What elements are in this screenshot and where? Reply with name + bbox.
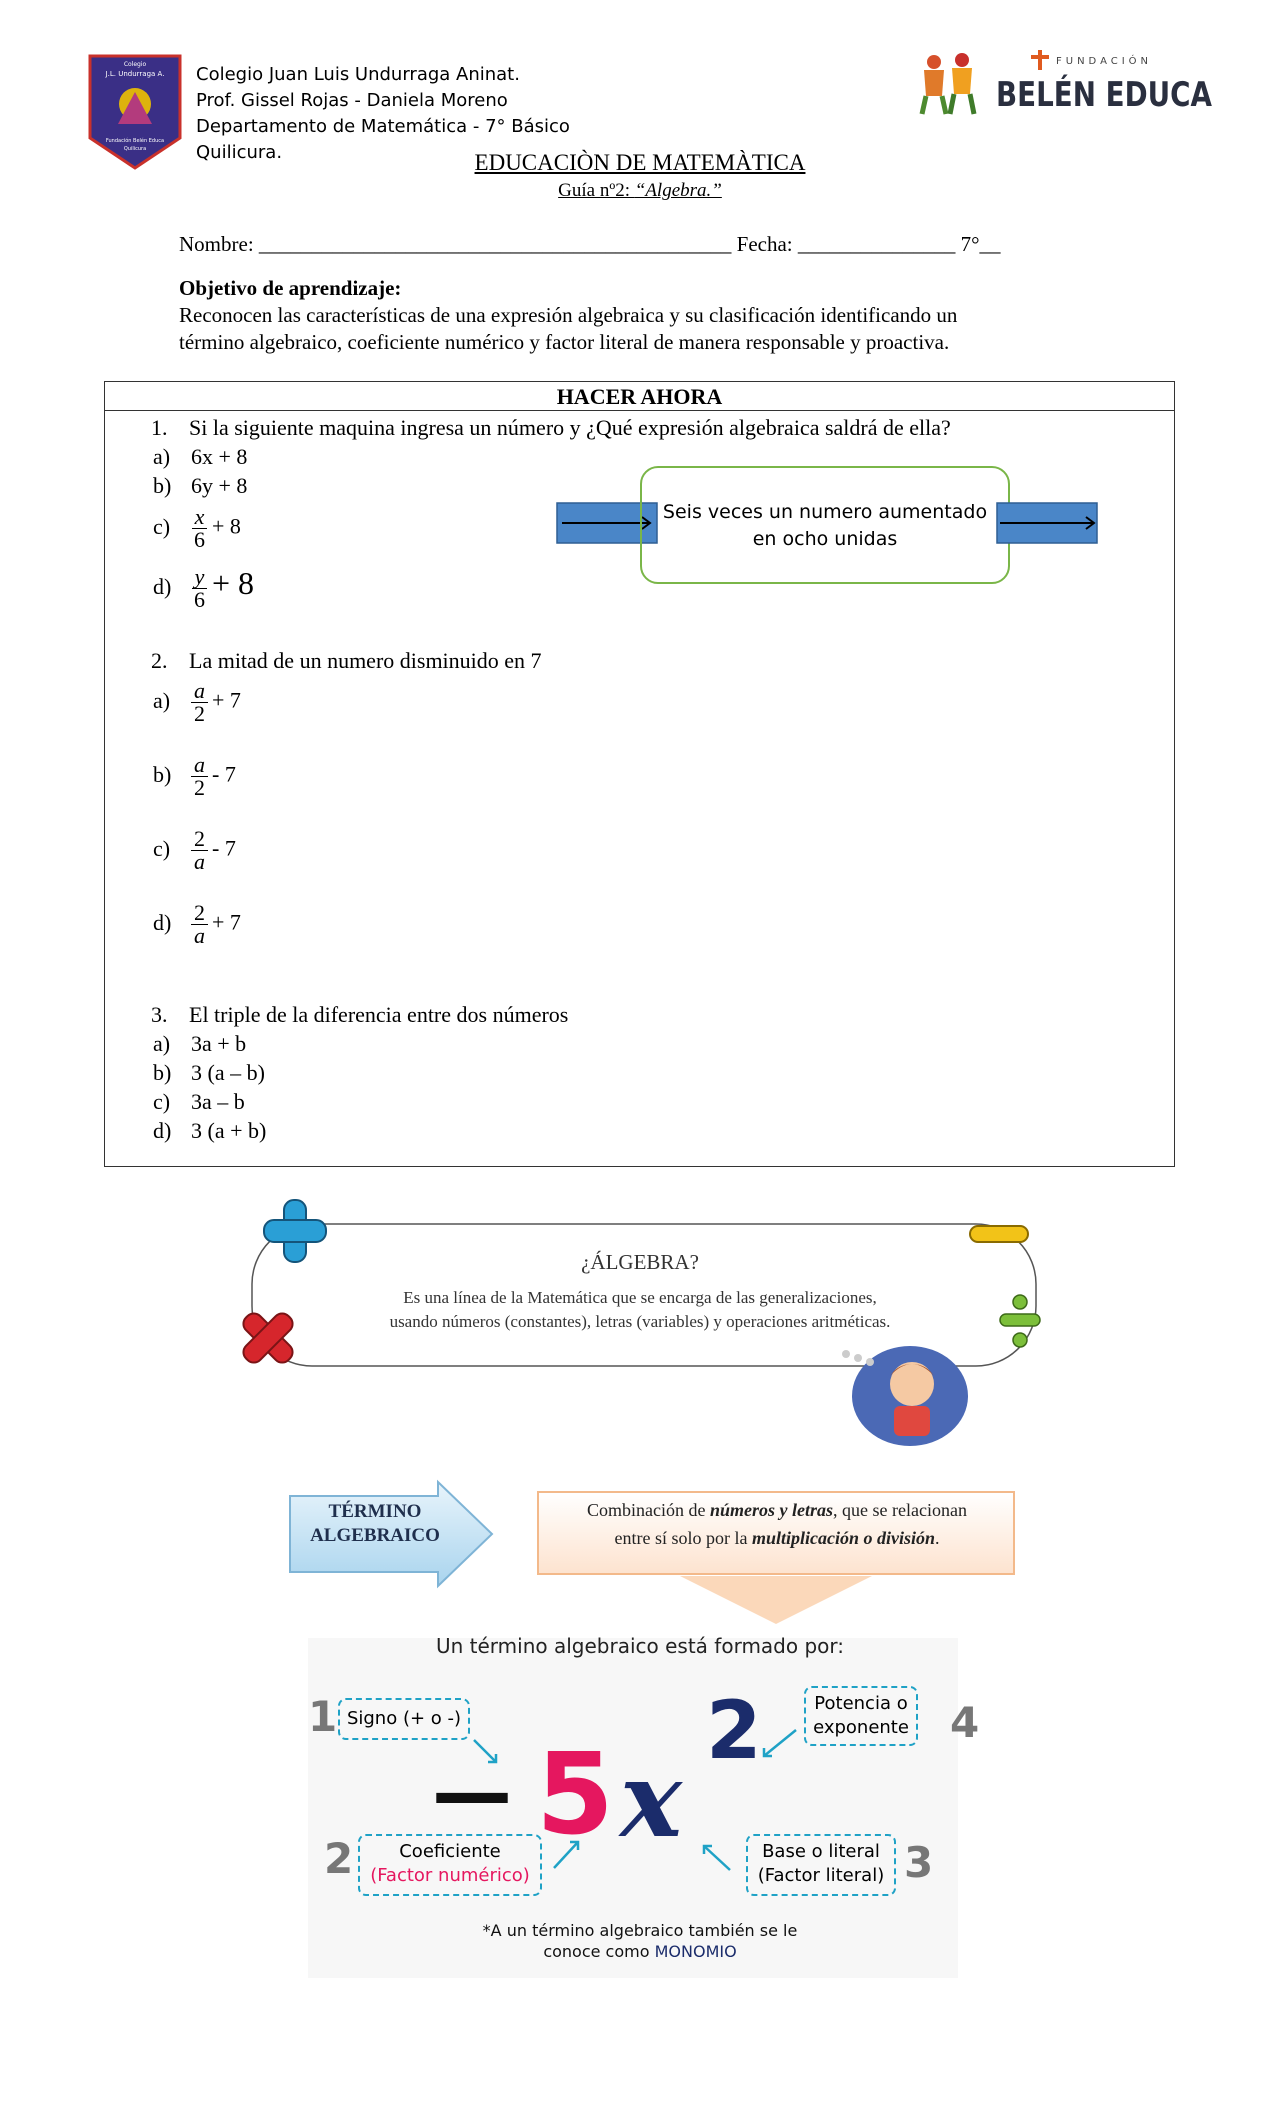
q3-option-b[interactable] [153, 1060, 265, 1086]
denominator: a [194, 923, 205, 948]
option-text: + 8 [212, 565, 255, 601]
question-number: 1. [151, 415, 168, 440]
guide-topic: “Algebra.” [634, 180, 722, 201]
option-label: c) [153, 835, 171, 861]
denominator: a [194, 849, 205, 874]
option-text: - 7 [212, 761, 236, 787]
belen-educa-logo [916, 48, 1261, 118]
power-label-box [804, 1686, 918, 1746]
option-text: 3 (a + b) [191, 1118, 267, 1143]
question-text: La mitad de un numero disminuido en 7 [189, 648, 542, 673]
q3-option-a[interactable] [153, 1031, 246, 1057]
numerator: y [192, 566, 208, 589]
algebra-question: ¿ÁLGEBRA? [581, 1250, 699, 1274]
option-text: 3 (a – b) [191, 1060, 265, 1085]
output-arrow-icon [996, 502, 1100, 546]
q2-option-c[interactable] [153, 828, 236, 873]
q2-option-b[interactable] [153, 754, 236, 799]
department: Departamento de Matemática - 7° Básico [196, 116, 570, 137]
footnote-line [0, 1941, 1280, 1962]
svg-text:Colegio: Colegio [123, 61, 147, 68]
machine-text: Seis veces un numero aumentado [662, 501, 988, 523]
example-coefficient: 5 [536, 1730, 614, 1860]
sign-label: Signo (+ o -) [346, 1708, 462, 1729]
school-name: Colegio Juan Luis Undurraga Aninat. [196, 64, 520, 85]
option-text: 6x + 8 [191, 444, 248, 469]
do-now-header: HACER AHORA [105, 382, 1174, 411]
student-info-line [179, 232, 1001, 257]
logo-small-text: FUNDACIÓN [1056, 56, 1153, 67]
monomial-footnote [0, 1920, 1280, 1962]
base-sublabel: (Factor literal) [757, 1865, 885, 1886]
numerator: a [191, 754, 208, 777]
option-label: c) [153, 1089, 171, 1114]
svg-text:J.L. Undurraga A.: J.L. Undurraga A. [105, 70, 165, 78]
power-label: exponente [813, 1717, 909, 1738]
option-text: + 8 [212, 513, 241, 539]
example-exponent: 2 [706, 1684, 762, 1777]
fraction [191, 828, 208, 873]
option-text: - 7 [212, 835, 236, 861]
option-label: a) [153, 1031, 171, 1056]
text: Combinación de [587, 1500, 711, 1520]
question-number: 2. [151, 648, 168, 673]
denominator: 2 [194, 701, 205, 726]
objective-text [179, 302, 1079, 356]
name-field[interactable]: Nombre: _____________________________________________ [179, 232, 732, 256]
minus-icon [970, 1226, 1028, 1242]
example-sign: — [432, 1746, 512, 1839]
coefficient-label: Coeficiente [399, 1841, 501, 1862]
teachers: Prof. Gissel Rojas - Daniela Moreno [196, 90, 508, 111]
footnote-line: *A un término algebraico también se le [482, 1921, 798, 1940]
svg-text:Fundación Belén Educa: Fundación Belén Educa [105, 138, 165, 144]
q1-option-d[interactable] [153, 565, 254, 611]
definition-line: Es una línea de la Matemática que se encarga de las generalizaciones, [403, 1288, 877, 1307]
option-label: b) [153, 473, 172, 498]
q2-option-d[interactable] [153, 902, 241, 947]
children-figures-icon [922, 53, 974, 114]
option-label: d) [153, 1118, 172, 1143]
fraction [191, 680, 208, 725]
q3-option-d[interactable] [153, 1118, 266, 1144]
city: Quilicura. [196, 142, 283, 163]
option-label: d) [153, 909, 172, 935]
option-text: + 7 [212, 909, 241, 935]
date-field[interactable]: Fecha: _______________ [736, 232, 956, 256]
sign-label-box [338, 1698, 470, 1740]
question-2 [151, 648, 542, 674]
option-label: b) [153, 1060, 172, 1085]
fraction [191, 902, 208, 947]
emphasis: multiplicación o división [751, 1528, 935, 1548]
guide-prefix: Guía nº2: [558, 180, 635, 201]
term-definition-line [538, 1496, 1016, 1524]
definition-line: usando números (constantes), letras (variables) y operaciones aritméticas. [389, 1312, 891, 1331]
numerator: x [192, 506, 208, 529]
text: conoce como [543, 1942, 655, 1961]
numerator: 2 [191, 828, 208, 851]
grade-field[interactable]: 7°__ [960, 232, 1001, 256]
q3-option-c[interactable] [153, 1089, 245, 1115]
logo-big-text: BELÉN EDUCA [996, 75, 1261, 115]
part-number-2: 2 [324, 1834, 354, 1883]
option-label: d) [153, 574, 172, 599]
q1-option-c[interactable] [153, 506, 241, 551]
term-definition [538, 1496, 1016, 1552]
monomial-word: MONOMIO [654, 1942, 737, 1961]
cross-icon [1031, 50, 1049, 70]
question-number: 3. [151, 1002, 168, 1027]
emphasis: números y letras [710, 1500, 834, 1520]
guide-subtitle [0, 180, 1280, 202]
denominator: 2 [194, 775, 205, 800]
coefficient-label-box [358, 1834, 542, 1896]
option-label: a) [153, 444, 171, 469]
power-label: Potencia o [814, 1693, 908, 1714]
numerator: 2 [191, 902, 208, 925]
term-definition-line [538, 1524, 1016, 1552]
option-label: b) [153, 761, 172, 787]
option-text: 6y + 8 [191, 473, 248, 498]
part-number-4: 4 [950, 1698, 980, 1747]
base-label-box [746, 1834, 896, 1896]
fraction [191, 566, 208, 611]
q2-option-a[interactable] [153, 680, 241, 725]
objective-line: término algebraico, coeficiente numérico y factor literal de manera responsable y proactiva. [179, 330, 950, 354]
machine-box [640, 466, 1010, 584]
term-label-line: TÉRMINO [328, 1501, 422, 1522]
part-number-3: 3 [904, 1838, 934, 1887]
text: entre sí solo por la [614, 1528, 752, 1548]
objective-line: Reconocen las características de una expresión algebraica y su clasificación identificando un [179, 303, 958, 327]
option-text: 3a + b [191, 1031, 247, 1056]
fraction [191, 754, 208, 799]
text: , que se relacionan [833, 1500, 967, 1520]
base-label: Base o literal [762, 1841, 880, 1862]
text: . [935, 1528, 940, 1548]
svg-text:Quilicura: Quilicura [123, 146, 147, 152]
denominator: 6 [194, 527, 205, 552]
page-title: EDUCACIÒN DE MATEMÀTICA [474, 150, 806, 175]
example-variable: x [620, 1738, 683, 1861]
option-label: c) [153, 513, 171, 539]
formed-by-caption: Un término algebraico está formado por: [435, 1634, 845, 1658]
machine-text: en ocho unidas [752, 528, 898, 550]
denominator: 6 [194, 587, 205, 613]
question-1 [151, 415, 951, 441]
term-label-line: ALGEBRAICO [310, 1525, 440, 1546]
question-text: Si la siguiente maquina ingresa un número y ¿Qué expresión algebraica saldrá de ella? [189, 415, 951, 440]
q1-option-a[interactable] [153, 444, 247, 470]
numerator: a [191, 680, 208, 703]
fraction [191, 506, 208, 551]
question-text: El triple de la diferencia entre dos números [189, 1002, 569, 1027]
coefficient-sublabel: (Factor numérico) [370, 1865, 530, 1886]
q1-option-b[interactable] [153, 473, 247, 499]
option-label: a) [153, 687, 171, 713]
term-label [290, 1500, 460, 1548]
part-number-1: 1 [308, 1692, 338, 1741]
option-text: + 7 [212, 687, 241, 713]
option-text: 3a – b [191, 1089, 245, 1114]
objective-title: Objetivo de aprendizaje: [179, 276, 402, 300]
algebra-definition [340, 1286, 940, 1334]
down-arrow-icon [680, 1576, 872, 1624]
question-3 [151, 1002, 568, 1028]
